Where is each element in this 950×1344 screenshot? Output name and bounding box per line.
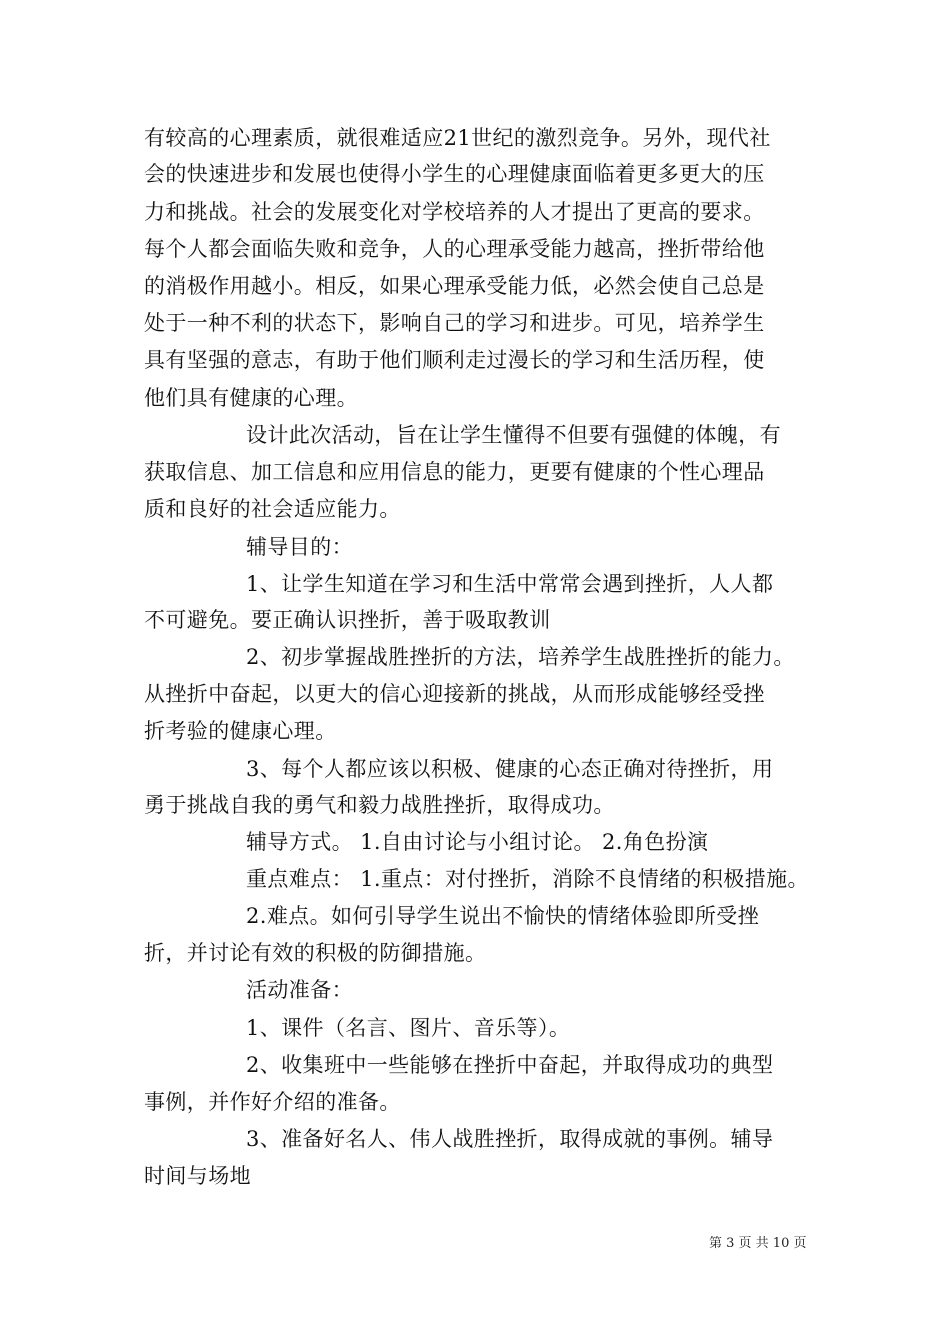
text-line: 勇于挑战自我的勇气和毅力战胜挫折，取得成功。 xyxy=(144,793,615,817)
text-line: 每个人都会面临失败和竞争，人的心理承受能力越高，挫折带给他 xyxy=(144,237,765,261)
text-line: 的消极作用越小。相反，如果心理承受能力低，必然会使自己总是 xyxy=(144,274,765,298)
text-line: 获取信息、加工信息和应用信息的能力，更要有健康的个性心理品 xyxy=(144,460,765,484)
list-item: 2.难点。如何引导学生说出不愉快的情绪体验即所受挫 xyxy=(246,904,760,928)
list-item: 2、初步掌握战胜挫折的方法，培养学生战胜挫折的能力。 xyxy=(246,645,795,669)
section-heading: 活动准备： xyxy=(246,978,353,1002)
text-line: 质和良好的社会适应能力。 xyxy=(144,497,401,521)
list-item: 3、每个人都应该以积极、健康的心态正确对待挫折，用 xyxy=(246,757,774,781)
text-line: 具有坚强的意志，有助于他们顺利走过漫长的学习和生活历程，使 xyxy=(144,348,765,372)
text-line: 有较高的心理素质，就很难适应21世纪的激烈竞争。另外，现代社 xyxy=(144,126,771,150)
text-line: 从挫折中奋起，以更大的信心迎接新的挑战，从而形成能够经受挫 xyxy=(144,682,765,706)
text-line: 时间与场地 xyxy=(144,1164,251,1188)
section-heading: 辅导方式。 1.自由讨论与小组讨论。 2.角色扮演 xyxy=(246,830,709,854)
text-line: 事例，并作好介绍的准备。 xyxy=(144,1090,401,1114)
page-number: 第 3 页 共 10 页 xyxy=(709,1236,807,1251)
text-line: 他们具有健康的心理。 xyxy=(144,386,358,410)
text-line: 会的快速进步和发展也使得小学生的心理健康面临着更多更大的压 xyxy=(144,162,765,186)
text-line: 折考验的健康心理。 xyxy=(144,719,337,743)
text-line: 处于一种不利的状态下，影响自己的学习和进步。可见，培养学生 xyxy=(144,311,765,335)
section-heading: 辅导目的： xyxy=(246,535,353,559)
list-item: 2、收集班中一些能够在挫折中奋起，并取得成功的典型 xyxy=(246,1053,774,1077)
section-heading: 重点难点： 1.重点：对付挫折，消除不良情绪的积极措施。 xyxy=(246,867,809,891)
paragraph-start: 设计此次活动，旨在让学生懂得不但要有强健的体魄，有 xyxy=(246,423,781,447)
list-item: 3、准备好名人、伟人战胜挫折，取得成就的事例。辅导 xyxy=(246,1127,774,1151)
text-line: 折，并讨论有效的积极的防御措施。 xyxy=(144,941,487,965)
text-line: 力和挑战。社会的发展变化对学校培养的人才提出了更高的要求。 xyxy=(144,200,765,224)
list-item: 1、课件（名言、图片、音乐等）。 xyxy=(246,1016,571,1040)
list-item: 1、让学生知道在学习和生活中常常会遇到挫折，人人都 xyxy=(246,572,774,596)
text-line: 不可避免。要正确认识挫折，善于吸取教训 xyxy=(144,608,551,632)
